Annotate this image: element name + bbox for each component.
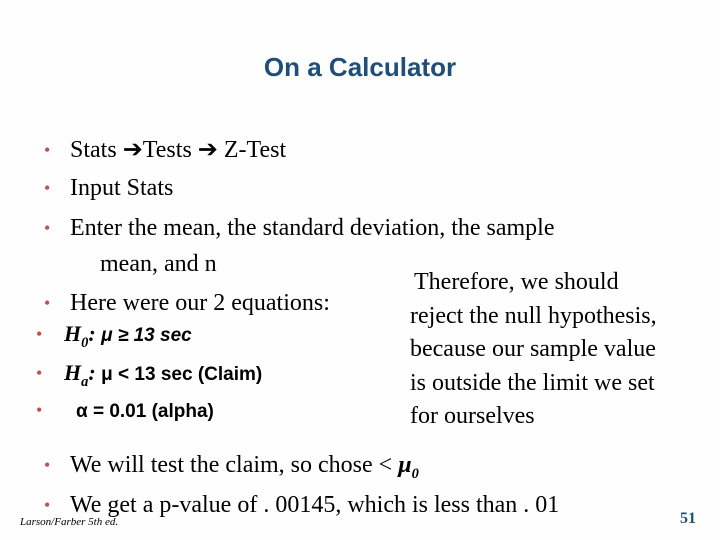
bullet-dot: • — [36, 400, 43, 420]
bullet-dot: • — [44, 455, 51, 475]
footer-source: Larson/Farber 5th ed. — [20, 516, 119, 528]
bullet-stats-tests: Stats ➔Tests ➔ Z-Test — [70, 137, 287, 163]
bullet-dot: • — [44, 218, 51, 238]
bullet-input-stats: Input Stats — [70, 175, 174, 201]
null-hypothesis-expr: μ ≥ 13 sec — [101, 325, 192, 346]
conclusion-text: Therefore, we should reject the null hypothesis, because our sample value is outside the limit we set for ourselves — [410, 269, 657, 429]
bullet-p-value: We get a p-value of . 00145, which is less than . 01 — [70, 492, 560, 518]
null-hypothesis: $H_0$: μ ≥ 13 sec — [64, 321, 192, 351]
slide-title: On a Calculator — [263, 52, 457, 82]
arrow-right-icon: ➔ — [122, 137, 143, 163]
bullet-enter-mean-line2: mean, and n — [100, 251, 217, 277]
bullet-dot: • — [36, 324, 43, 344]
bullet-equations: Here were our 2 equations: — [70, 290, 330, 316]
bullet-dot: • — [44, 140, 51, 160]
alternative-hypothesis: $H_a$: μ < 13 sec (Claim) — [64, 360, 263, 390]
page-number: 51 — [680, 510, 696, 527]
alternative-hypothesis-expr: μ < 13 sec (Claim) — [101, 364, 263, 385]
bullet-dot: • — [44, 178, 51, 198]
alpha-level: α = 0.01 (alpha) — [76, 401, 214, 422]
bullet-dot: • — [44, 495, 51, 515]
bullet-enter-mean-line1: Enter the mean, the standard deviation, the sample — [70, 215, 555, 241]
bullet-test-claim: We will test the claim, so chose < $\mu_0$ — [70, 452, 419, 482]
arrow-right-icon: ➔ — [197, 137, 218, 163]
bullet-dot: • — [36, 363, 43, 383]
bullet-dot: • — [44, 293, 51, 313]
